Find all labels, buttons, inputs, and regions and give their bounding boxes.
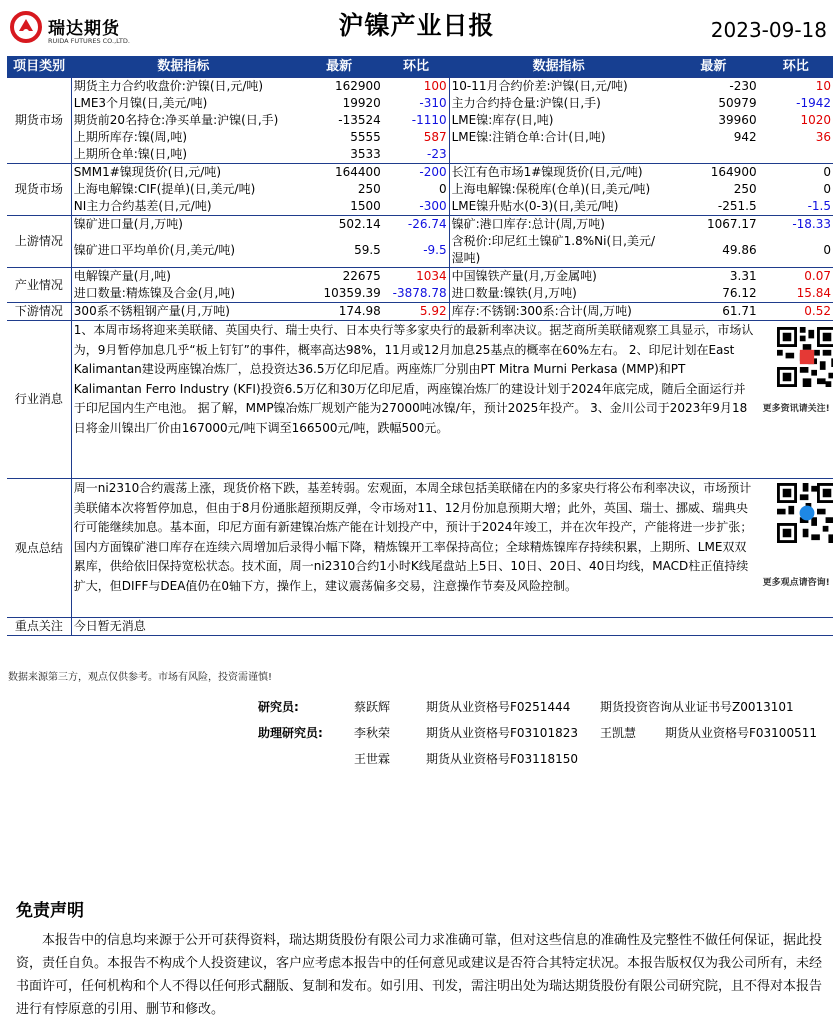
indicator-name: 主力合约持仓量:沪镍(日,手)	[449, 95, 668, 112]
latest-value: 50979	[718, 96, 757, 110]
indicator-name: 上期所仓单:镍(日,吨)	[73, 147, 188, 161]
col-header-latest-left: 最新	[295, 56, 382, 78]
view-qr-block	[759, 479, 833, 618]
change-value: 0	[438, 182, 447, 196]
data-source-note: 数据来源第三方，观点仅供参考。市场有风险，投资需谨慎!	[8, 672, 273, 683]
change-value: -18.33	[759, 216, 833, 234]
change-value: 5.92	[383, 303, 449, 321]
assistant-name: 李秋荣	[354, 726, 391, 740]
indicator-name: 10-11月合约价差:沪镍(日,元/吨)	[449, 78, 668, 96]
researcher-label: 研究员:	[258, 700, 299, 714]
qr-code-icon	[777, 483, 833, 543]
col-header-category: 项目类别	[7, 56, 71, 78]
latest-value: 250	[733, 182, 757, 196]
table-row	[7, 95, 833, 112]
change-value: -1942	[796, 96, 831, 110]
col-header-change-left: 环比	[383, 56, 449, 78]
table-row	[7, 479, 833, 618]
category-focus: 重点关注	[7, 618, 71, 636]
table-row	[7, 164, 833, 182]
indicator-name: 镍矿进口量(月,万吨)	[71, 216, 295, 234]
researcher-name: 蔡跃辉	[354, 700, 391, 714]
assistant-name: 王世霖	[354, 752, 391, 766]
change-value: -26.74	[383, 216, 449, 234]
change-value: 10	[759, 78, 833, 96]
disclaimer-title: 免责声明	[16, 901, 84, 921]
indicator-name: LME镍升贴水(0-3)(日,美元/吨)	[449, 198, 668, 216]
change-value: 0.07	[759, 268, 833, 286]
latest-value: 76.12	[722, 286, 757, 300]
category-upstream: 上游情况	[7, 216, 71, 268]
table-row	[7, 233, 833, 268]
table-row	[7, 181, 833, 198]
latest-value: 59.5	[354, 242, 381, 257]
focus-text: 今日暂无消息	[71, 618, 833, 636]
change-value: 15.84	[796, 286, 831, 300]
assistant-label: 助理研究员:	[258, 726, 323, 740]
latest-value: 3533	[350, 147, 381, 161]
indicator-name: 含税价:印尼红土镍矿1.8%Ni(日,美元/湿吨)	[449, 233, 668, 268]
change-value: -1.5	[807, 199, 831, 213]
change-value: -300	[419, 199, 447, 213]
view-summary-text: 周一ni2310合约震荡上涨，现货价格下跌，基差转弱。宏观面，本周全球包括美联储在内的多家央行将公布利率决议，市场预计美联储本次将暂停加息，但由于8月份通胀超预期反弹，令市场对11、12月份加息预期大增；此外，英国、瑞士、挪威、瑞典央行可能继续加息。基本面，印尼方面有新建镍冶炼产能在计划投产中，预计于2024年竣工，并在次年投产，产能将进一步扩张；国内方面镍矿港口库存在连续六周增加后录得小幅下降，精炼镍开工率保持高位；全球精炼镍库存持续积累，上期所、LME双双累库，供给依旧保持宽松状态。技术面，周一ni2310合约1小时K线尾盘站上5日、10日、20日、40日均线，MACD柱正值持续扩大，但DIFF与DEA值仍在0轴下方，操作上，建议震荡偏多交易，注意操作节奏及风险控制。	[71, 479, 758, 618]
latest-value: 164900	[668, 164, 758, 182]
category-view: 观点总结	[7, 479, 71, 618]
indicator-name: 电解镍产量(月,吨)	[71, 268, 295, 286]
indicator-name: LME镍:库存(日,吨)	[449, 112, 668, 129]
researcher-advisory-cert: 期货投资咨询从业证书号Z0013101	[600, 700, 794, 714]
report-header	[0, 0, 833, 52]
col-header-indicator-right: 数据指标	[449, 56, 668, 78]
change-value: 0	[823, 182, 831, 196]
indicator-name: NI主力合约基差(日,元/吨)	[73, 199, 212, 213]
table-row	[7, 129, 833, 146]
logo-chinese-name: 瑞达期货	[48, 19, 120, 39]
indicator-name: LME3个月镍(日,美元/吨)	[73, 96, 208, 110]
change-value: 36	[815, 130, 831, 144]
table-row	[7, 78, 833, 96]
change-value: 100	[383, 78, 449, 96]
disclaimer-text: 本报告中的信息均来源于公开可获得资料，瑞达期货股份有限公司力求准确可靠，但对这些信息的准确性及完整性不做任何保证，据此投资，责任自负。本报告不构成个人投资建议，客户应考虑本报告中的任何意见或建议是否符合其特定状况。本报告版权仅为我公司所有，未经书面许可，任何机构和个人不得以任何形式翻版、复制和发布。如引用、刊发，需注明出处为瑞达期货股份有限公司研究院，且不得对本报告进行有悖原意的引用、删节和修改。	[16, 933, 823, 1017]
latest-value: 250	[357, 182, 381, 196]
change-value: -200	[383, 164, 449, 182]
indicator-name: LME镍:注销仓单:合计(日,吨)	[449, 129, 668, 146]
latest-value: 1067.17	[668, 216, 758, 234]
change-value	[759, 146, 833, 164]
industry-news-text: 1、本周市场将迎来美联储、英国央行、瑞士央行、日本央行等多家央行的最新利率决议。据芝商所美联储观察工具显示，市场认为，9月暂停加息几乎“板上钉钉”的事件，概率高达98%，11月或12月加息25基点的概率在60%左右。 2、印尼计划在East Kalimantan建设两座镍冶炼厂，总投资达36.5万亿印尼盾。两座炼厂分别由PT Mitra Murni Perkasa (MMP)和PT Kalimantan Ferro Industry (KFI)投资6.5万亿和30万亿印尼盾，两座镍冶炼厂的建设计划于2024年底完成，随后全面运行并于印尼国内生产电池。 据了解，MMP镍冶炼厂规划产能为27000吨冰镍/年，预计2025年投产。 3、金川公司于2023年9月18日将金川镍出厂价由167000元/吨下调至166500元/吨，跌幅500元。	[71, 321, 758, 479]
table-row	[7, 303, 833, 321]
indicator-name: 上期所库存:镍(周,吨)	[73, 130, 188, 144]
indicator-name: 300系不锈粗钢产量(月,万吨)	[71, 303, 295, 321]
logo-english-name: RUIDA FUTURES CO.,LTD.	[48, 37, 130, 45]
change-value: 587	[423, 130, 447, 144]
indicator-name: 进口数量:镍铁(月,万吨)	[449, 285, 668, 303]
latest-value: 10359.39	[323, 286, 381, 300]
latest-value: 3.31	[668, 268, 758, 286]
table-row	[7, 216, 833, 234]
indicator-name: 上海电解镍:保税库(仓单)(日,美元/吨)	[449, 181, 668, 198]
qr-code-icon	[777, 327, 833, 387]
change-value: 1020	[800, 113, 831, 127]
change-value: 0	[759, 164, 833, 182]
view-qr-caption: 更多观点请咨询!	[762, 578, 830, 588]
assistant-cert: 期货从业资格号F03100511	[665, 726, 817, 740]
table-header-row	[7, 56, 833, 78]
category-spot: 现货市场	[7, 164, 71, 216]
table-row	[7, 321, 833, 479]
latest-value: 22675	[295, 268, 382, 286]
latest-value: 5555	[350, 130, 381, 144]
assistant-name: 王凯慧	[600, 726, 637, 740]
indicator-name: 上海电解镍:CIF(提单)(日,美元/吨)	[73, 182, 256, 196]
latest-value: 162900	[295, 78, 382, 96]
table-row	[7, 618, 833, 636]
assistant-cert: 期货从业资格号F03118150	[426, 752, 578, 766]
latest-value: 164400	[295, 164, 382, 182]
table-row	[7, 146, 833, 164]
latest-value: 174.98	[295, 303, 382, 321]
report-title: 沪镍产业日报	[338, 11, 495, 40]
latest-value: 1500	[350, 199, 381, 213]
table-row	[7, 198, 833, 216]
col-header-latest-right: 最新	[668, 56, 758, 78]
latest-value: -251.5	[717, 199, 757, 213]
change-value: -1110	[411, 113, 447, 127]
change-value: 0	[823, 242, 831, 257]
report-date: 2023-09-18	[710, 18, 827, 42]
researcher-cert: 期货从业资格号F0251444	[426, 700, 571, 714]
latest-value: 19920	[342, 96, 381, 110]
indicator-name: 期货主力合约收盘价:沪镍(日,元/吨)	[71, 78, 295, 96]
indicator-name: 长江有色市场1#镍现货价(日,元/吨)	[449, 164, 668, 182]
indicator-name: 期货前20名持仓:净买单量:沪镍(日,手)	[73, 113, 279, 127]
latest-value: 942	[733, 130, 757, 144]
change-value: -9.5	[423, 242, 447, 257]
indicator-name	[449, 146, 668, 164]
category-news: 行业消息	[7, 321, 71, 479]
latest-value	[668, 146, 758, 164]
table-row	[7, 285, 833, 303]
latest-value: 49.86	[722, 242, 757, 257]
category-industry: 产业情况	[7, 268, 71, 303]
latest-value: 61.71	[668, 303, 758, 321]
latest-value: 502.14	[295, 216, 382, 234]
table-row	[7, 112, 833, 129]
col-header-indicator-left: 数据指标	[71, 56, 295, 78]
indicator-name: 库存:不锈钢:300系:合计(周,万吨)	[449, 303, 668, 321]
indicator-name: SMM1#镍现货价(日,元/吨)	[71, 164, 295, 182]
news-qr-block	[759, 321, 833, 479]
change-value: -310	[419, 96, 447, 110]
col-header-change-right: 环比	[759, 56, 833, 78]
latest-value: -13524	[338, 113, 381, 127]
indicator-name: 中国镍铁产量(月,万金属吨)	[449, 268, 668, 286]
table-row	[7, 268, 833, 286]
change-value: 0.52	[759, 303, 833, 321]
change-value: -3878.78	[392, 286, 447, 300]
indicator-name: 镍矿进口平均单价(月,美元/吨)	[73, 242, 236, 257]
change-value: 1034	[383, 268, 449, 286]
indicator-name: 进口数量:精炼镍及合金(月,吨)	[73, 286, 236, 300]
latest-value: -230	[668, 78, 758, 96]
data-table	[7, 56, 833, 636]
category-futures: 期货市场	[7, 78, 71, 164]
assistant-cert: 期货从业资格号F03101823	[426, 726, 578, 740]
category-downstream: 下游情况	[7, 303, 71, 321]
latest-value: 39960	[718, 113, 757, 127]
news-qr-caption: 更多资讯请关注!	[762, 404, 830, 414]
change-value: -23	[427, 147, 447, 161]
indicator-name: 镍矿:港口库存:总计(周,万吨)	[449, 216, 668, 234]
